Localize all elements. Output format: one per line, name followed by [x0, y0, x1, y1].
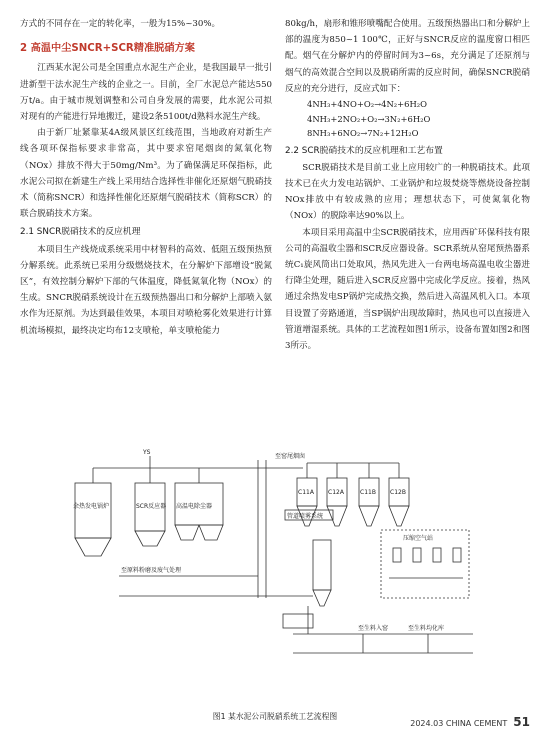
- label-to-kiln: 至生料入窑: [358, 625, 389, 632]
- paragraph: 由于新厂址紧靠某4A级风景区红线范围，当地政府对新生产线各项环保指标要求非常高，其中要求窑尾烟囱的氮氧化物（NOx）排放不得大于50mg/Nm³。为了确保满足环保指标，此水泥公司拟在新建生产线上采用结合选择性非催化还原烟气脱硝技术（简称SNCR）和选择性催化还原烟气脱硝技术（简称SCR）的联合脱硝技术方案。: [20, 128, 272, 220]
- label-ys: YS: [143, 449, 151, 456]
- label-raw-mill: 至原料粉磨及废气处理: [121, 567, 182, 574]
- subsection-heading: 2.2 SCR脱硝技术的反应机理和工艺布置: [285, 145, 443, 156]
- paragraph: 本项目生产线烧成系统采用中材智科的高效、低阻五级预热预分解系统。此系统已采用分级燃烧技术，在分解炉下部增设“脱氮区”，有效控制分解炉下部的气体温度，降低氮氧化物（NOx）的生成。SNCR脱硝系统设计在五级预热器出口和分解炉上部喷入氨水作为还原剂。为达到最佳效果，本项目对喷枪雾化效果进行计算机流场模拟，最终决定均布12支喷枪，单支喷枪能力: [20, 244, 272, 336]
- boiler-shape: [75, 483, 111, 538]
- label-duct-spray: 管道喷雾系统: [287, 513, 324, 520]
- issue-label: 2024.03 CHINA CEMENT: [410, 719, 508, 728]
- label-air-station: 压缩空气站: [403, 535, 434, 542]
- paragraph: 江西某水泥公司是全国重点水泥生产企业，是我国最早一批引进新型干法水泥生产线的企业之一。目前，全厂水泥总产能达550万t/a。由于城市规划调整和公司自身发展的需要，此水泥公司拟对现有的产能进行异地搬迁，建设2条5100t/d熟料水泥生产线。: [20, 63, 272, 123]
- right-column: [285, 16, 530, 354]
- label-c11a: C11A: [298, 489, 314, 496]
- equation: 4NH₃+2NO₂+O₂→3N₂+6H₂O: [307, 113, 431, 124]
- label-c12a: C12A: [328, 489, 344, 496]
- boiler-hopper: [75, 538, 111, 556]
- paragraph: SCR脱硝技术是目前工业上应用较广的一种脱硝技术。此项技术已在火力发电站锅炉、工业锅炉和垃圾焚烧等燃烧设备控制NOx排放中有较成熟的应用；理想状态下，可使氮氧化物（NOx）的脱除率达90%以上。: [285, 162, 530, 222]
- paragraph: 本项目采用高温中尘SCR脱硝技术，应用西矿环保科技有限公司的高温收尘器和SCR反应器设备。SCR系统从窑尾预热器系统C₁旋风筒出口处取风，热风先进入一台两电场高温电收尘器进行降尘处理，随后进入SCR反应器中完成化学反应。接着，热风通过余热发电SP锅炉完成热交换，然后进入高温风机入口。本项目设置了旁路通道，当SP锅炉出现故障时，热风也可以直接进入管道增湿系统。具体的工艺流程如图1所示，设备布置如图2和图3所示。: [285, 227, 530, 351]
- label-to-homo: 至生料均化库: [408, 625, 445, 632]
- label-esp: 高温电除尘器: [176, 503, 213, 510]
- equation: 8NH₃+6NO₂→7N₂+12H₂O: [307, 128, 419, 139]
- label-c11b: C11B: [360, 489, 376, 496]
- subsection-heading: 2.1 SNCR脱硝技术的反应机理: [20, 227, 141, 238]
- label-c12b: C12B: [390, 489, 406, 496]
- section-heading: 2 高温中尘SNCR+SCR精准脱硝方案: [20, 43, 195, 55]
- label-chimney: 至窑尾烟囱: [275, 453, 306, 460]
- page-footer: [410, 715, 530, 729]
- figure-caption: 图1 某水泥公司脱硝系统工艺流程图: [212, 712, 338, 721]
- page-number: 51: [513, 715, 530, 729]
- label-boiler: 余热发电锅炉: [73, 503, 110, 510]
- label-scr: SCR反应器: [136, 503, 167, 510]
- paragraph: 方式的不同存在一定的转化率，一般为15%~30%。: [20, 19, 221, 29]
- process-flow-diagram: [63, 448, 477, 686]
- paragraph: 80kg/h，扇形和锥形喷嘴配合使用。五级预热器出口和分解炉上部的温度为850~1 100℃，正好与SNCR反应的温度窗口相匹配。烟气在分解炉内的停留时间为3~6s，充分满足了还原剂与烟气的高效混合空间以及脱硝所需的反应时间，确保SNCR脱硝反应的充分进行，反应式如下：: [285, 19, 530, 94]
- left-column: [20, 16, 272, 339]
- equation: 4NH₃+4NO+O₂→4N₂+6H₂O: [307, 99, 428, 110]
